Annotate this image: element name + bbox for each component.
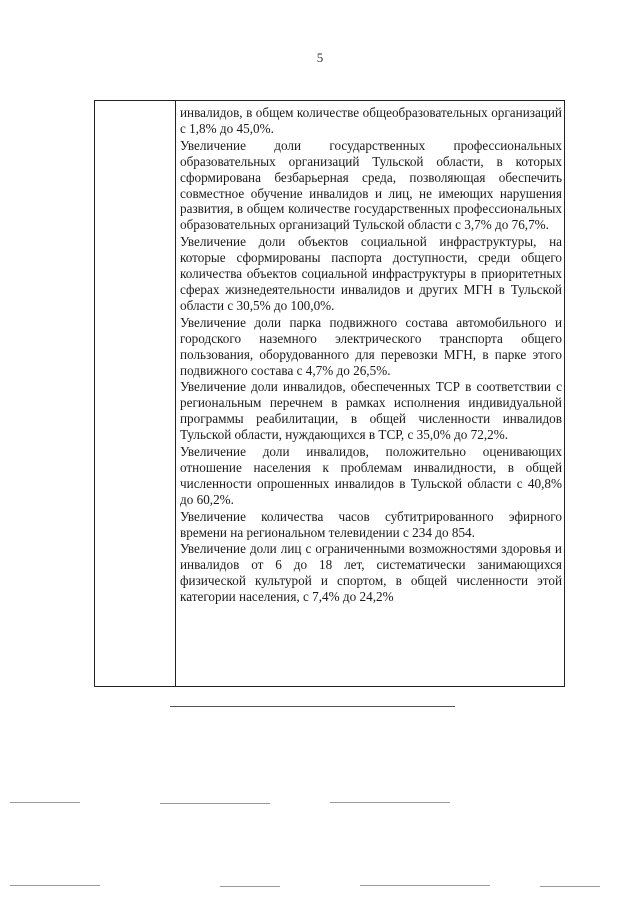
scan-speck	[220, 886, 280, 887]
table-item: инвалидов, в общем количестве общеобразовательных организаций с 1,8% до 45,0%.	[180, 105, 562, 136]
scan-speck	[360, 885, 490, 886]
scan-speck	[160, 803, 270, 804]
scan-speck	[540, 886, 600, 887]
table-item: Увеличение количества часов субтитрированного эфирного времени на региональном телевидении с 234 до 854.	[180, 508, 562, 540]
page-number: 5	[316, 50, 324, 65]
table-right-cell	[176, 101, 564, 686]
scan-speck	[10, 885, 100, 886]
table-item: Увеличение доли парка подвижного состава автомобильного и городского наземного электрического транспорта общего пользования, оборудованного для перевозки МГН, в парке этого подвижного состава с 4,7% до 26,5%.	[180, 314, 562, 378]
footer-rule	[170, 706, 455, 707]
scan-speck	[10, 802, 80, 803]
table-item: Увеличение доли лиц с ограниченными возможностями здоровья и инвалидов от 6 до 18 лет, систематически занимающихся физической культурой и спортом, в общей численности этой категории населения, с 7,4% до 24,2%	[180, 541, 562, 605]
scan-speck	[330, 802, 450, 803]
table-item: Увеличение доли объектов социальной инфраструктуры, на которые сформированы паспорта доступности, среди общего количества объектов социальной инфраструктуры в приоритетных сферах жизнедеятельности инвалидов и других МГН в Тульской области с 30,5% до 100,0%.	[180, 234, 562, 313]
table-item: Увеличение доли инвалидов, обеспеченных ТСР в соответствии с региональным перечнем в рамках исполнения индивидуальной программы реабилитации, в общей численности инвалидов Тульской области, нуждающихся в ТСР, с 35,0% до 72,2%.	[180, 379, 562, 443]
results-table	[94, 100, 565, 687]
table-item: Увеличение доли инвалидов, положительно оценивающих отношение населения к проблемам инвалидности, в общей численности опрошенных инвалидов в Тульской области с 40,8% до 60,2%.	[180, 444, 562, 507]
table-left-cell	[95, 101, 176, 686]
table-item: Увеличение доли государственных профессиональных образовательных организаций Тульской области, в которых сформирована безбарьерная среда, позволяющая обеспечить совместное обучение инвалидов и лиц, не имеющих нарушения развития, в общем количестве государственных профессиональных образовательных организаций Тульской области с 3,7% до 76,7%.	[180, 137, 562, 233]
